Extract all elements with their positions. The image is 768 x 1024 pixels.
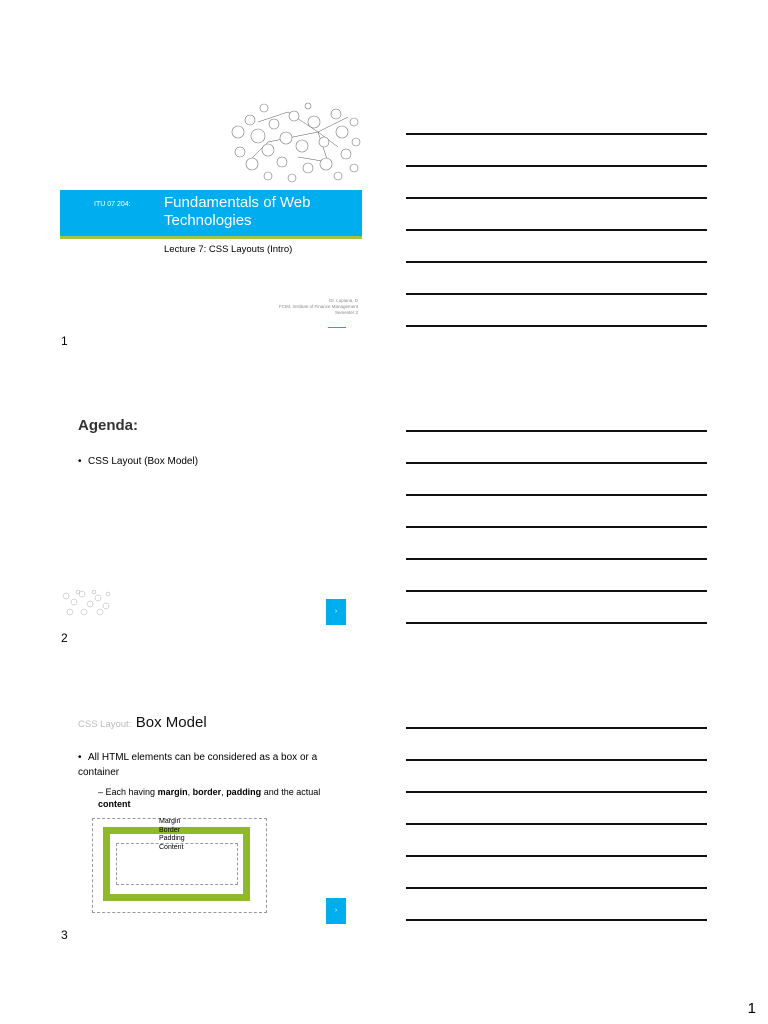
bullet-item bbox=[78, 750, 348, 780]
sub-bullet-text: and the actual bbox=[263, 787, 321, 797]
notes-lines-1 bbox=[406, 133, 707, 357]
note-line bbox=[406, 919, 707, 921]
note-line bbox=[406, 622, 707, 624]
box-labels bbox=[159, 818, 185, 852]
term-padding: padding bbox=[226, 787, 262, 797]
next-slide-button[interactable]: › bbox=[326, 898, 346, 924]
sub-bullet-text: Each having bbox=[105, 787, 156, 797]
label-border: Border bbox=[159, 826, 181, 834]
author-line: Semester 2 bbox=[334, 310, 358, 315]
note-line bbox=[406, 325, 707, 327]
slide-number: 3 bbox=[61, 928, 68, 942]
slide-3 bbox=[60, 712, 362, 940]
network-graphic-icon bbox=[228, 102, 362, 184]
label-margin: Margin bbox=[159, 818, 181, 825]
note-line bbox=[406, 229, 707, 231]
slide-title bbox=[78, 714, 207, 732]
page-number: 1 bbox=[747, 1000, 756, 1017]
label-padding: Padding bbox=[159, 835, 185, 842]
box-model-diagram bbox=[92, 818, 267, 913]
accent-divider bbox=[328, 327, 346, 328]
lecture-subtitle: Lecture 7: CSS Layouts (Intro) bbox=[164, 244, 293, 255]
note-line bbox=[406, 558, 707, 560]
term-content: content bbox=[98, 799, 131, 809]
note-line bbox=[406, 590, 707, 592]
course-code: ITU 07 204: bbox=[94, 201, 131, 208]
note-line bbox=[406, 197, 707, 199]
bullet-dot: • bbox=[78, 456, 82, 467]
label-content: Content bbox=[159, 843, 184, 851]
slide-number: 1 bbox=[61, 334, 68, 348]
sub-bullet bbox=[98, 786, 338, 810]
bullet-item bbox=[78, 456, 198, 467]
note-line bbox=[406, 261, 707, 263]
title-prefix: CSS Layout: bbox=[78, 719, 132, 730]
note-line bbox=[406, 855, 707, 857]
note-line bbox=[406, 823, 707, 825]
note-line bbox=[406, 462, 707, 464]
next-slide-button[interactable]: › bbox=[326, 599, 346, 625]
term-margin: margin bbox=[157, 787, 188, 797]
notes-lines-2 bbox=[406, 430, 707, 654]
slide-title: Agenda: bbox=[78, 417, 138, 434]
author-line: FCIM, Institute of Finance Management bbox=[278, 304, 358, 309]
note-line bbox=[406, 293, 707, 295]
note-line bbox=[406, 887, 707, 889]
slide-number: 2 bbox=[61, 631, 68, 645]
note-line bbox=[406, 430, 707, 432]
term-border: border bbox=[192, 787, 222, 797]
bullet-text: All HTML elements can be considered as a box or a container bbox=[78, 752, 318, 778]
author-line: Dr. Lupiana, D bbox=[329, 298, 358, 303]
title-banner bbox=[60, 190, 362, 239]
note-line bbox=[406, 759, 707, 761]
bullet-dot: • bbox=[78, 752, 82, 763]
note-line bbox=[406, 494, 707, 496]
note-line bbox=[406, 526, 707, 528]
network-thumbnail-icon bbox=[60, 588, 112, 618]
sub-bullet-dash: – bbox=[98, 787, 104, 797]
notes-lines-3 bbox=[406, 727, 707, 951]
slide-1 bbox=[60, 102, 362, 330]
bullet-text: CSS Layout (Box Model) bbox=[88, 456, 199, 467]
note-line bbox=[406, 133, 707, 135]
author-info bbox=[279, 298, 358, 316]
sub-bullet-sep: , bbox=[187, 787, 191, 797]
sub-bullet-sep: , bbox=[221, 787, 224, 797]
note-line bbox=[406, 791, 707, 793]
course-title: Fundamentals of Web Technologies bbox=[164, 194, 311, 229]
slide-2 bbox=[60, 402, 362, 630]
note-line bbox=[406, 727, 707, 729]
title-text: Box Model bbox=[135, 714, 207, 731]
note-line bbox=[406, 165, 707, 167]
